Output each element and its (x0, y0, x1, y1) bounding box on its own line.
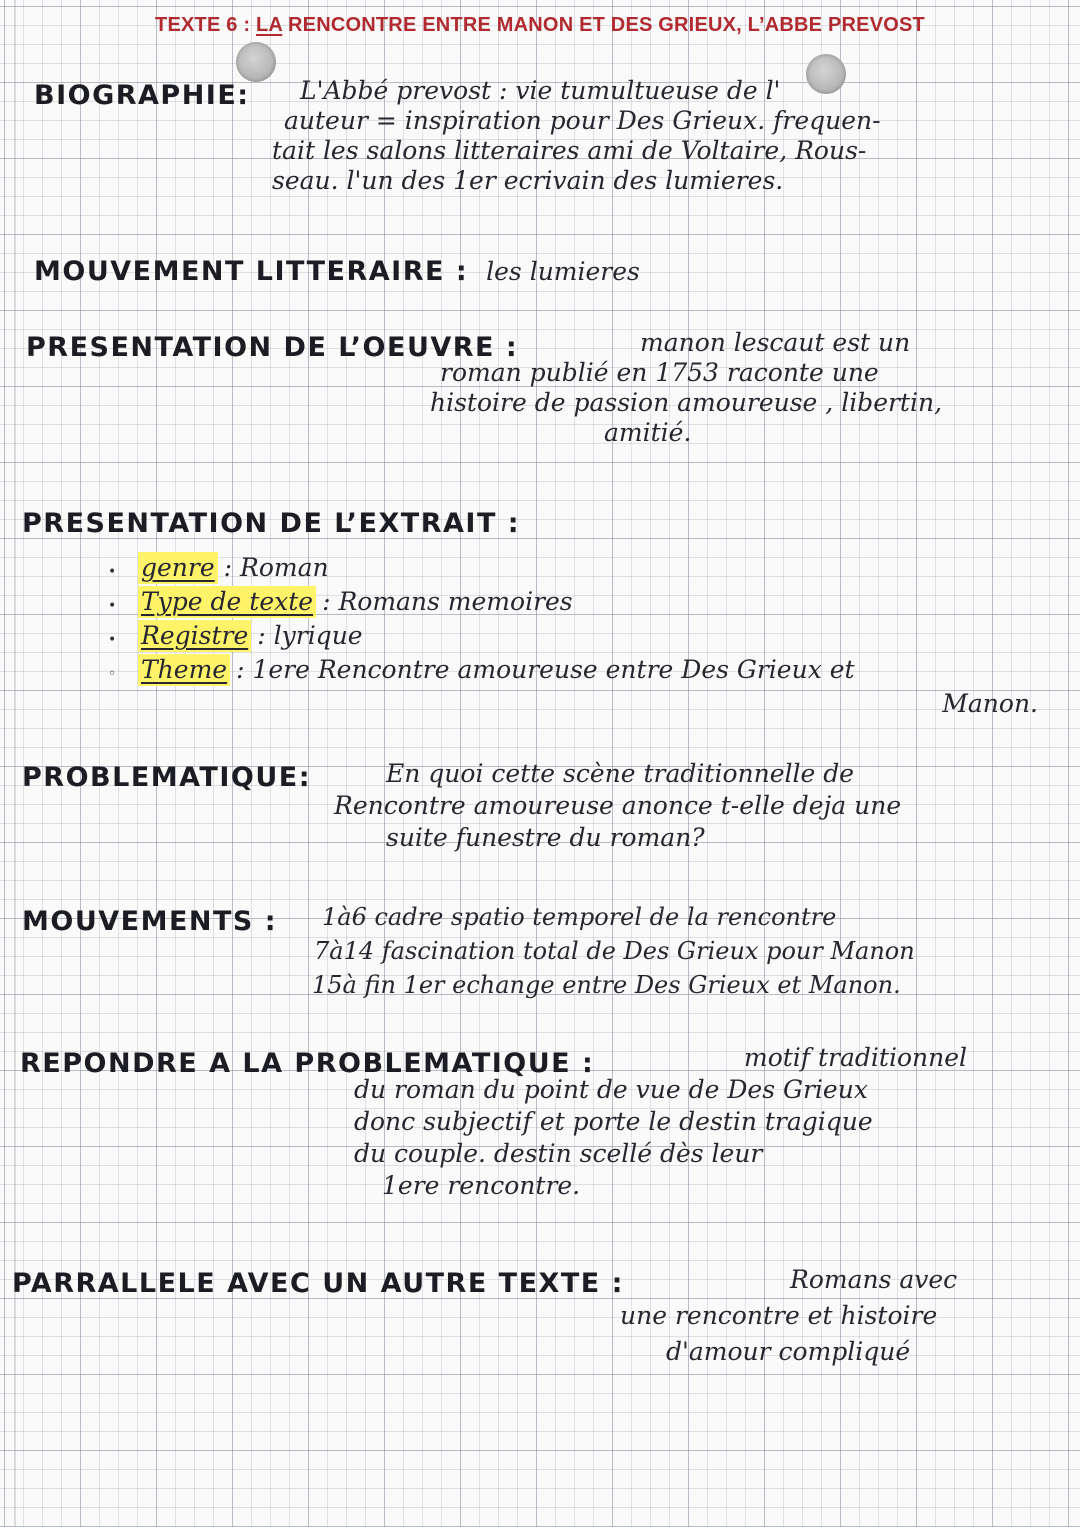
biographie-line: seau. l'un des 1er ecrivain des lumieres. (272, 166, 784, 195)
title-prefix: TEXTE 6 : (155, 14, 256, 36)
oeuvre-line: amitié. (604, 418, 692, 447)
repondre-line: 1ere rencontre. (382, 1171, 581, 1200)
mouvements-line: 1à6 cadre spatio temporel de la rencontre (322, 903, 837, 931)
repondre-label: REPONDRE A LA PROBLEMATIQUE : (20, 1048, 595, 1079)
biographie-line: tait les salons litteraires ami de Voltaire, Rous- (272, 136, 867, 165)
extrait-value: : lyrique (257, 621, 363, 650)
problematique-label: PROBLEMATIQUE: (22, 762, 312, 793)
list-item (108, 654, 1038, 688)
biographie-line: L'Abbé prevost : vie tumultueuse de l' (300, 76, 781, 105)
problematique-line: En quoi cette scène traditionnelle de (386, 759, 855, 788)
presentation-extrait-section (22, 508, 520, 539)
repondre-line: donc subjectif et porte le destin tragique (354, 1107, 873, 1136)
mouvement-litteraire-section (34, 256, 640, 288)
repondre-line: motif traditionnel (744, 1043, 967, 1072)
presentation-oeuvre-text (430, 328, 943, 448)
biographie-section (34, 80, 250, 111)
repondre-text (354, 1042, 967, 1202)
title-underlined-word: LA (255, 14, 283, 36)
problematique-section (22, 762, 311, 793)
bullet-icon: ◦ (108, 666, 117, 682)
theme-continuation: Manon. (942, 689, 1038, 718)
parallele-section (12, 1268, 624, 1299)
parallele-text (620, 1262, 958, 1370)
extrait-key: Type de texte (138, 586, 316, 618)
page-title (0, 14, 1080, 37)
problematique-line: Rencontre amoureuse anonce t-elle deja une (334, 791, 902, 820)
problematique-text (334, 758, 902, 854)
repondre-line: du roman du point de vue de Des Grieux (354, 1075, 868, 1104)
punch-hole-left (236, 42, 276, 82)
biographie-text (272, 76, 881, 196)
mouvements-text (312, 900, 915, 1002)
extrait-key: Theme (138, 654, 230, 686)
presentation-extrait-label: PRESENTATION DE L’EXTRAIT : (22, 508, 521, 539)
mouvements-line: 15à fin 1er echange entre Des Grieux et Manon. (312, 971, 901, 999)
parallele-line: d'amour compliqué (666, 1337, 911, 1366)
list-item-continuation (108, 688, 1038, 722)
extrait-value: : 1ere Rencontre amoureuse entre Des Grieux et (236, 655, 855, 684)
mouvement-litteraire-value: les lumieres (486, 257, 640, 286)
extrait-key: genre (138, 552, 218, 584)
parallele-label: PARRALLELE AVEC UN AUTRE TEXTE : (12, 1268, 624, 1299)
biographie-label: BIOGRAPHIE: (34, 80, 250, 111)
repondre-line: du couple. destin scellé dès leur (354, 1139, 763, 1168)
oeuvre-line: roman publié en 1753 raconte une (440, 358, 879, 387)
presentation-oeuvre-label: PRESENTATION DE L’OEUVRE : (26, 332, 519, 363)
parallele-line: Romans avec (790, 1265, 958, 1294)
problematique-line: suite funestre du roman? (386, 823, 705, 852)
list-item (108, 620, 1038, 654)
bullet-icon: • (108, 564, 117, 580)
mouvements-label: MOUVEMENTS : (22, 906, 278, 937)
list-item (108, 552, 1038, 586)
mouvements-section (22, 906, 277, 937)
oeuvre-line: manon lescaut est un (640, 328, 911, 357)
extrait-bullet-list (108, 552, 1038, 722)
extrait-value: : Romans memoires (322, 587, 573, 616)
extrait-key: Registre (138, 620, 251, 652)
bullet-icon: • (108, 632, 117, 648)
parallele-line: une rencontre et histoire (620, 1301, 938, 1330)
extrait-value: : Roman (223, 553, 329, 582)
bullet-icon: • (108, 598, 117, 614)
list-item (108, 586, 1038, 620)
oeuvre-line: histoire de passion amoureuse , libertin, (430, 388, 943, 417)
mouvements-line: 7à14 fascination total de Des Grieux pour Manon (314, 937, 915, 965)
biographie-line: auteur = inspiration pour Des Grieux. frequen- (284, 106, 881, 135)
mouvement-litteraire-label: MOUVEMENT LITTERAIRE : (34, 256, 469, 287)
title-rest: RENCONTRE ENTRE MANON ET DES GRIEUX, L’ABBE PREVOST (282, 14, 925, 36)
